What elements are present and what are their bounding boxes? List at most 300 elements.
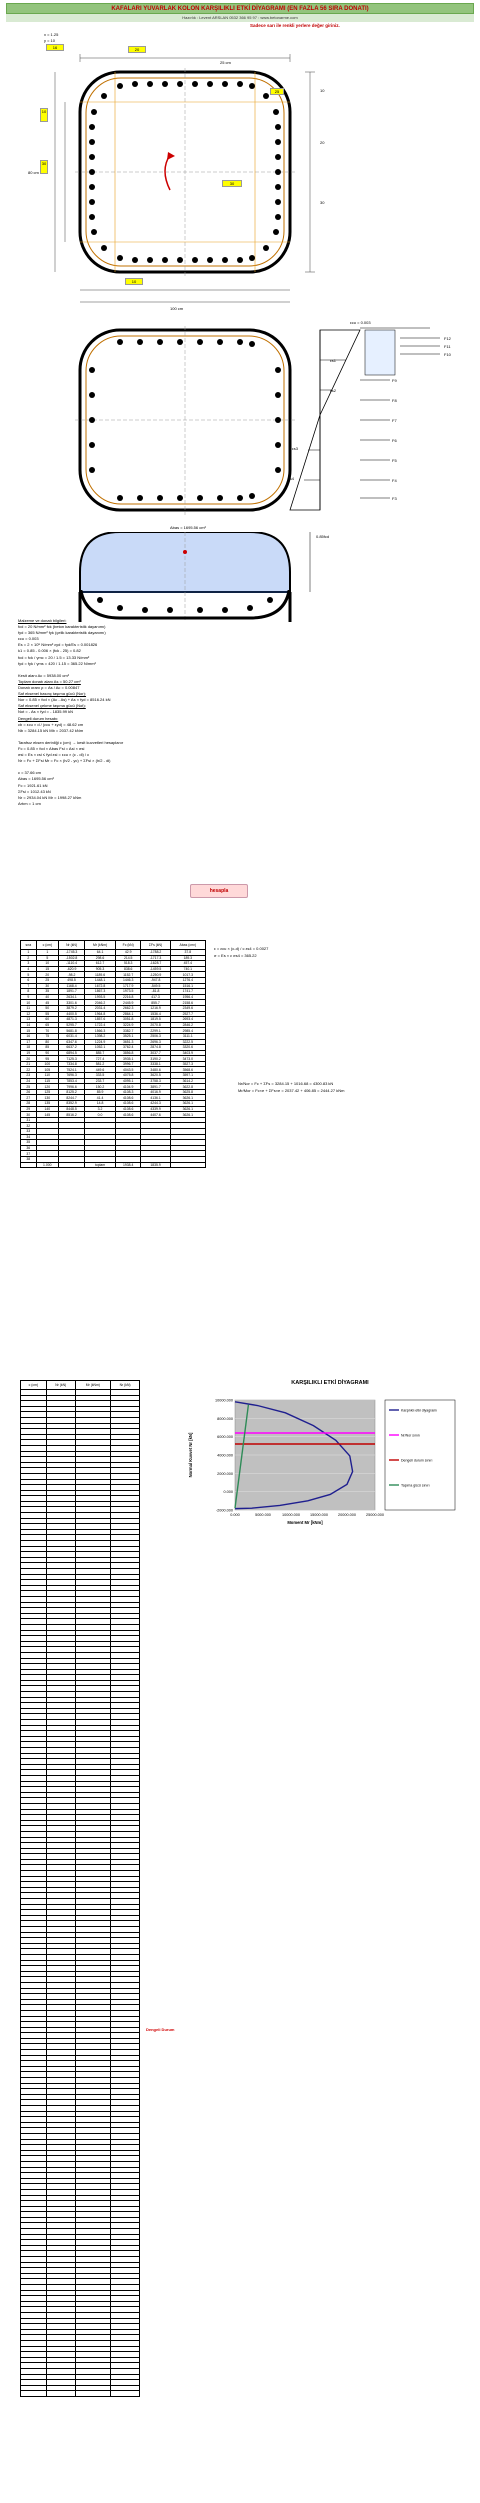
label-force-f12: F12: [444, 336, 451, 341]
table-cell: -1502.8: [58, 955, 84, 961]
table-cell: 20: [36, 972, 58, 978]
calc-line: εcu = 0.003: [18, 636, 39, 642]
table-cell: 8125.2: [58, 1089, 84, 1095]
table-cell: 1017.3: [170, 972, 205, 978]
table-cell: 1224.9: [85, 1039, 116, 1045]
table-cell: 905.3: [85, 966, 116, 972]
table-cell: 498.5: [58, 977, 84, 983]
table-cell: 1672.8: [85, 983, 116, 989]
table-cell: 2846.2: [170, 1022, 205, 1028]
side-sum-1: Nr/Nor = Fc + ΣFs = 3284.15 + 1016.68 = 4300.83 kN: [238, 1081, 334, 1086]
table-cell: 3: [21, 961, 37, 967]
calc-line: Nr = 2934.04 kN Mr = 1998.27 kNm: [18, 794, 82, 800]
table-cell: 3473.0: [170, 1056, 205, 1062]
label-dim-top: 25 cm: [220, 60, 231, 65]
calc-line: cb = εcu × d / (εcu + εyd) = 48.62 cm: [18, 721, 84, 727]
table-cell: 3614.2: [170, 1078, 205, 1084]
table-cell: 581.2: [85, 1061, 116, 1067]
calc-line: Not = - As × fyd = - 1835.99 kN: [18, 709, 74, 715]
table-cell: 3626.1: [170, 1112, 205, 1118]
table-footer-cell: [170, 1162, 205, 1168]
calc-line: ΣFsi = 1012.43 kN: [18, 788, 51, 794]
table-cell: 13: [21, 1017, 37, 1023]
page-subtitle: Hazırlık : Levent ARSLAN 0532 366 95 97 : www.betonarme.com: [6, 14, 474, 22]
table-cell: 7524.1: [58, 1067, 84, 1073]
calc-line: Es = 2 × 10⁵ N/mm² εyd = fyd/Es = 0.001826: [18, 642, 98, 648]
table-cell: 12: [21, 1011, 37, 1017]
label-force-f4: F4: [392, 478, 397, 483]
table-cell: -1110.4: [58, 961, 84, 967]
table-cell: 2: [21, 955, 37, 961]
label-eps-s3: εs3: [292, 446, 299, 451]
chart-title: KARŞILIKLI ETKİ DİYAGRAMI: [291, 1380, 369, 1386]
table-cell: 85: [36, 1045, 58, 1051]
table-header: c (cm): [36, 941, 58, 950]
table-cell: 2662.3: [115, 1005, 140, 1011]
table-cell: 3382.7: [115, 1028, 140, 1034]
table-cell: 4400.5: [58, 1011, 84, 1017]
side-result-1: ε = εcu × (c-d) / c εs4 = 0.0027: [214, 946, 269, 951]
table-cell: 32: [21, 1123, 37, 1129]
table-footer-cell: toplam: [85, 1162, 116, 1168]
label-force-f5: F5: [392, 458, 397, 463]
label-dim-r2: 20: [320, 140, 325, 145]
table-cell: 3651.3: [115, 1039, 140, 1045]
legend-label: Nr/Nor sınırı: [401, 1433, 421, 1438]
table-cell: 10: [21, 1000, 37, 1006]
label-eps-s2: εs2: [330, 388, 337, 393]
iteration-table: [20, 1380, 140, 2397]
chart-container: [180, 1380, 480, 1535]
table-cell: 64.1: [85, 950, 116, 956]
calc-line: fyd = fyk / γms = 420 / 1.15 = 365.22 N/mm²: [18, 660, 96, 666]
table-cell: 4871.3: [58, 1017, 84, 1023]
table-cell: 95: [36, 1056, 58, 1062]
input-bottom-left[interactable]: 10: [125, 278, 143, 285]
legend-label: Karşılıklı etki diyagramı: [401, 1408, 438, 1413]
table-cell: 1722.4: [85, 1022, 116, 1028]
label-area: Abas = 1695.56 cm²: [170, 525, 206, 530]
balanced-state-label: Dengeli Durum: [146, 2027, 175, 2032]
interaction-diagram-chart: [180, 1388, 480, 1538]
table-cell: 4: [21, 966, 37, 972]
label-force-f3: F3: [392, 496, 397, 501]
table-cell: 3525.1: [115, 1033, 140, 1039]
table-cell: 2693.4: [170, 1017, 205, 1023]
table-cell: 1857.6: [85, 1017, 116, 1023]
input-side-y[interactable]: 30: [40, 160, 48, 174]
table-cell: 1152.7: [115, 972, 140, 978]
calculation-notes: [18, 618, 348, 807]
table-cell: 18: [21, 1045, 37, 1051]
table-cell: 33: [21, 1129, 37, 1135]
y-tick-label: 0.000: [223, 1490, 233, 1495]
table-cell: 31: [21, 1117, 37, 1123]
side-result-2: σ = Es × ε σs4 = 365.22: [214, 953, 257, 958]
table-cell: 233.7: [85, 1078, 116, 1084]
table-cell: 1168.4: [58, 983, 84, 989]
table-footer-cell: 1.000: [36, 1162, 58, 1168]
table-cell: 1: [21, 950, 37, 956]
table-cell: 16: [21, 1033, 37, 1039]
table-cell: 7: [21, 983, 37, 989]
label-force-f9: F9: [392, 378, 397, 383]
table-cell: 4108.6: [115, 1112, 140, 1118]
label-eps-s4: εs4: [288, 476, 295, 481]
table-cell: 8448.5: [58, 1106, 84, 1112]
table-cell: 3111.1: [170, 1033, 205, 1039]
table-cell: 3568.6: [170, 1067, 205, 1073]
legend-label: Dengeli durum sınırı: [401, 1458, 433, 1463]
table-cell: 2070.8: [141, 1022, 170, 1028]
table-cell: 298.6: [85, 955, 116, 961]
calc-line: Nr = Fc + ΣFsi Mr = Fc × (h/2 - yc) + ΣFsi × (h/2 - di): [18, 758, 111, 764]
table-cell: 140: [36, 1106, 58, 1112]
table-cell: 8244.7: [58, 1095, 84, 1101]
table-cell: 1448.1: [85, 977, 116, 983]
label-nx: x = 1.25: [44, 32, 59, 37]
table-cell: 135: [36, 1101, 58, 1107]
input-side-x[interactable]: 10: [40, 108, 48, 122]
table-cell: 19: [21, 1050, 37, 1056]
table-cell: 1536.4: [141, 1011, 170, 1017]
table-cell: 24: [21, 1078, 37, 1084]
table-cell: 8352.9: [58, 1101, 84, 1107]
calc-line: Nor = 0.85 × fcd × (Ac - As) + As × fyd = 8516.24 kN: [18, 697, 111, 703]
table-cell: 740.1: [170, 966, 205, 972]
table-header: Nr (kN): [58, 941, 84, 950]
table-cell: 25: [21, 1084, 37, 1090]
label-dim-r3: 30: [320, 200, 325, 205]
table-cell: 3480.6: [141, 1067, 170, 1073]
table-cell: 4108.3: [115, 1089, 140, 1095]
table-cell: 2031.4: [85, 1005, 116, 1011]
table-cell: 15: [21, 1028, 37, 1034]
table-cell: 3320.6: [170, 1045, 205, 1051]
table-cell: 3527.3: [170, 1061, 205, 1067]
table-header: Mr (kNm): [85, 941, 116, 950]
table-cell: 150.2: [85, 1084, 116, 1090]
table-cell: 189.3: [170, 955, 205, 961]
table-cell: 1993.5: [85, 994, 116, 1000]
page-title: KAFALARI YUVARLAK KOLON KARŞILIKLI ETKİ DİYAGRAMI (EN FAZLA 56 SIRA DONATI): [111, 6, 369, 12]
y-tick-label: 10000.000: [215, 1398, 233, 1403]
input-note: Sadece sarı ile renkli yerlere değer giriniz.: [250, 23, 340, 28]
table-cell: 3856.8: [115, 1050, 140, 1056]
label-height-left: 80 cm: [28, 170, 39, 175]
table-cell: 2216.8: [115, 994, 140, 1000]
side-sum-2: Mr/Mor = Fc×e + ΣFs×e = 2037.42 + 406.85 = 2444.27 kNm: [238, 1088, 345, 1093]
table-cell: 5681.8: [58, 1028, 84, 1034]
table-cell: 855.7: [141, 1000, 170, 1006]
table-cell: 457.4: [170, 961, 205, 967]
label-force-f7: F7: [392, 418, 397, 423]
label-dim-r1: 10: [320, 88, 325, 93]
table-cell: 3626.1: [170, 1095, 205, 1101]
legend-box: [385, 1400, 455, 1510]
table-footer-cell: 1835.9: [141, 1162, 170, 1168]
calculate-button[interactable]: hesapla: [190, 884, 248, 898]
y-tick-label: 2000.000: [217, 1471, 233, 1476]
table-cell: 27: [21, 1095, 37, 1101]
calc-line: Artım = 1 cm: [18, 800, 41, 806]
input-right-spacing[interactable]: 30: [222, 180, 242, 187]
table-cell: 125: [36, 1089, 58, 1095]
table-cell: 34: [21, 1134, 37, 1140]
table-cell: 1516.1: [170, 983, 205, 989]
y-tick-label: 8000.000: [217, 1416, 233, 1421]
table-cell: 26: [21, 1089, 37, 1095]
table-cell: 30: [36, 983, 58, 989]
table-cell: 1717.9: [115, 983, 140, 989]
table-cell: 1398.2: [85, 1033, 116, 1039]
table-header: Abas (cm²): [170, 941, 205, 950]
calc-line: c = 37.66 cm: [18, 770, 42, 776]
input-corner-radius[interactable]: 25: [270, 88, 284, 95]
table-cell: 3338.1: [141, 1061, 170, 1067]
table-cell: 4075.8: [115, 1073, 140, 1079]
compression-section-bottom-svg: [20, 590, 460, 620]
table-cell: 7334.8: [58, 1061, 84, 1067]
calc-line: Donatı oranı ρ = As / Ac = 0.00847: [18, 685, 80, 691]
label-width-bottom: 100 cm: [170, 306, 184, 311]
table-cell: 1052.1: [85, 1045, 116, 1051]
table-cell: 3758.3: [141, 1078, 170, 1084]
results-table: [20, 940, 206, 1168]
table-cell: 70: [36, 1028, 58, 1034]
table-cell: 3597.1: [170, 1073, 205, 1079]
table-cell: 5: [36, 955, 58, 961]
label-force-f10: F10: [444, 352, 451, 357]
table-cell: 75: [36, 1033, 58, 1039]
table-cell: 1891.7: [58, 989, 84, 995]
table-cell: 4108.6: [115, 1095, 140, 1101]
table-cell: 1964.8: [85, 1011, 116, 1017]
x-tick-label: 0.000: [230, 1513, 240, 1517]
table-cell: 14.8: [85, 1101, 116, 1107]
y-tick-label: -2000.000: [215, 1508, 233, 1513]
table-cell: 6347.6: [58, 1039, 84, 1045]
calc-line: fyd = 365 N/mm² fyk (çelik karakteristik dayanımı): [18, 630, 106, 636]
table-cell: 41.4: [85, 1095, 116, 1101]
table-cell: 4407.6: [141, 1112, 170, 1118]
calc-line: Abas = 1695.56 cm²: [18, 776, 54, 782]
y-axis-label: Normal Kuvvet Nr [kN]: [188, 1432, 193, 1478]
table-cell: 3762.4: [115, 1045, 140, 1051]
table-cell: 4104.9: [115, 1084, 140, 1090]
table-cell: 8: [21, 989, 37, 995]
table-cell: 3224.9: [115, 1022, 140, 1028]
table-cell: 7125.3: [58, 1056, 84, 1062]
table-cell: 90: [36, 1050, 58, 1056]
table-cell: -1250.9: [141, 972, 170, 978]
table-cell: 1: [36, 950, 58, 956]
table-cell: 37.8: [170, 950, 205, 956]
table-cell: -549.5: [141, 983, 170, 989]
table-cell: 28: [21, 1101, 37, 1107]
table-header: Fc (kN): [115, 941, 140, 950]
table-cell: 4339.9: [141, 1106, 170, 1112]
label-eps-top: εcu = 0.003: [350, 320, 371, 325]
table-cell: -1459.5: [141, 966, 170, 972]
table-cell: 3622.8: [170, 1084, 205, 1090]
table-cell: 4095.1: [115, 1078, 140, 1084]
calc-line: fcd = 20 N/mm² fck (beton karakteristik dayanımı): [18, 624, 106, 630]
x-tick-label: 15000.000: [310, 1513, 328, 1517]
table-cell: 65: [36, 1022, 58, 1028]
table-cell: 4136.1: [141, 1095, 170, 1101]
calc-line: Malzeme ve donatı bilgileri:: [18, 618, 67, 623]
iteration-header: Nr (kN): [46, 1381, 75, 1390]
x-axis-label: Moment Mr [kNm]: [287, 1520, 323, 1525]
table-cell: 4108.6: [115, 1106, 140, 1112]
calc-line: Fc = 1921.61 kN: [18, 782, 48, 788]
table-cell: 42.9: [115, 950, 140, 956]
table-cell: 838.6: [115, 966, 140, 972]
table-cell: 45: [36, 1000, 58, 1006]
table-cell: 1819.5: [141, 1017, 170, 1023]
table-cell: 35: [36, 989, 58, 995]
table-cell: -1788.2: [141, 950, 170, 956]
table-cell: -98.2: [58, 972, 84, 978]
table-cell: 2299.1: [141, 1028, 170, 1034]
table-cell: 4244.3: [141, 1101, 170, 1107]
label-eps-s1: εs1: [330, 358, 337, 363]
table-cell: 1216.9: [141, 1005, 170, 1011]
table-cell: 3625.8: [170, 1089, 205, 1095]
table-cell: 1867.3: [85, 989, 116, 995]
table-cell: 35: [21, 1140, 37, 1146]
table-cell: 3879.2: [58, 1005, 84, 1011]
table-cell: -1628.7: [141, 961, 170, 967]
table-cell: 214.5: [115, 955, 140, 961]
table-cell: 3620.5: [141, 1073, 170, 1079]
table-cell: -1745.3: [58, 950, 84, 956]
table-cell: 3301.6: [58, 1000, 84, 1006]
calc-line: σsi = Es × εsi ≤ fyd εsi = εcu × (c - di) / c: [18, 752, 90, 758]
table-cell: 8516.2: [58, 1112, 84, 1118]
table-cell: 1446.3: [115, 977, 140, 983]
table-cell: 3626.1: [170, 1101, 205, 1107]
calc-line: fcd = fck / γmc = 20 / 1.5 = 13.33 N/mm²: [18, 654, 90, 660]
table-cell: 3935.1: [115, 1056, 140, 1062]
table-cell: 3222.5: [170, 1039, 205, 1045]
table-cell: 3051.8: [115, 1017, 140, 1023]
iteration-header: Mr (kNm): [75, 1381, 111, 1390]
table-cell: 3.2: [85, 1106, 116, 1112]
table-cell: 2985.4: [170, 1028, 205, 1034]
table-cell: 0.0: [85, 1112, 116, 1118]
table-cell: 518.3: [115, 961, 140, 967]
iteration-cell: [46, 2391, 75, 2397]
table-cell: 6894.5: [58, 1050, 84, 1056]
table-cell: -1717.3: [141, 955, 170, 961]
calc-line: Nb = 3284.15 kN Mb = 2037.42 kNm: [18, 727, 84, 733]
table-cell: 2349.6: [170, 1005, 205, 1011]
table-cell: 2158.6: [170, 1000, 205, 1006]
table-cell: 36: [21, 1145, 37, 1151]
table-cell: 25: [36, 977, 58, 983]
x-tick-label: 5000.000: [255, 1513, 271, 1517]
table-cell: 7853.4: [58, 1078, 84, 1084]
table-cell: 4108.6: [115, 1101, 140, 1107]
table-cell: 612.7: [85, 961, 116, 967]
table-cell: 5: [21, 972, 37, 978]
table-cell: 3190.2: [141, 1056, 170, 1062]
table-cell: 29: [21, 1106, 37, 1112]
table-cell: 3891.7: [141, 1084, 170, 1090]
legend-label: Taşıma gücü sınırı: [401, 1483, 430, 1488]
calc-line: Saf eksenel çekme taşıma gücü (Not):: [18, 703, 86, 709]
table-cell: 38: [21, 1156, 37, 1162]
table-cell: 9: [21, 994, 37, 1000]
table-cell: 105: [36, 1067, 58, 1073]
table-header: sıra: [21, 941, 37, 950]
table-cell: 6637.2: [58, 1045, 84, 1051]
x-tick-label: 10000.000: [282, 1513, 300, 1517]
table-cell: 7696.3: [58, 1073, 84, 1079]
table-cell: 1956.4: [170, 994, 205, 1000]
compression-section-bottom: [20, 590, 460, 620]
table-cell: 1189.6: [85, 972, 116, 978]
table-cell: -947.8: [141, 977, 170, 983]
table-footer-cell: 1938.4: [115, 1162, 140, 1168]
table-cell: 1276.4: [170, 977, 205, 983]
y-tick-label: 6000.000: [217, 1435, 233, 1440]
table-cell: 2864.1: [115, 1011, 140, 1017]
table-cell: 23: [21, 1073, 37, 1079]
input-rebar-count[interactable]: 16: [46, 44, 64, 51]
table-cell: 4016.9: [141, 1089, 170, 1095]
table-cell: 50: [36, 1005, 58, 1011]
table-cell: 2874.8: [141, 1045, 170, 1051]
table-cell: 2046.2: [85, 1000, 116, 1006]
table-cell: 55: [36, 1011, 58, 1017]
table-cell: 37: [21, 1151, 37, 1157]
calc-line: k1 = 0.85 - 0.006 × (fck - 25) = 0.82: [18, 648, 81, 654]
table-cell: 21: [21, 1061, 37, 1067]
label-force-f6: F6: [392, 438, 397, 443]
table-cell: 2527.7: [170, 1011, 205, 1017]
label-ny: y = 10: [44, 38, 56, 43]
calc-line: Toplam donatı alanı As = 50.27 cm²: [18, 678, 81, 684]
table-cell: 40: [36, 994, 58, 1000]
table-cell: 15: [36, 966, 58, 972]
table-cell: 727.4: [85, 1056, 116, 1062]
calc-line: Tarafsız eksen derinliği c (cm) → kesit kuvvetleri hesaplanır: [18, 739, 124, 745]
table-cell: 885.7: [85, 1050, 116, 1056]
table-cell: 3403.9: [170, 1050, 205, 1056]
x-tick-label: 25000.000: [366, 1513, 384, 1517]
page-title-bar: [6, 3, 474, 14]
table-cell: 7996.6: [58, 1084, 84, 1090]
table-cell: 20: [21, 1056, 37, 1062]
table-cell: 130: [36, 1095, 58, 1101]
table-cell: 10: [36, 961, 58, 967]
table-cell: 2445.9: [115, 1000, 140, 1006]
section-strain-diagram: [20, 320, 460, 520]
iteration-header: c (cm): [21, 1381, 47, 1390]
iteration-row: [21, 2391, 140, 2397]
table-cell: 14: [21, 1022, 37, 1028]
table-cell: 3037.7: [141, 1050, 170, 1056]
input-rebar-diameter[interactable]: 20: [128, 46, 146, 53]
table-footer-cell: [58, 1162, 84, 1168]
table-cell: 1566.3: [85, 1028, 116, 1034]
table-cell: 2506.3: [141, 1033, 170, 1039]
table-cell: 3996.7: [115, 1061, 140, 1067]
table-cell: 11: [21, 1005, 37, 1011]
